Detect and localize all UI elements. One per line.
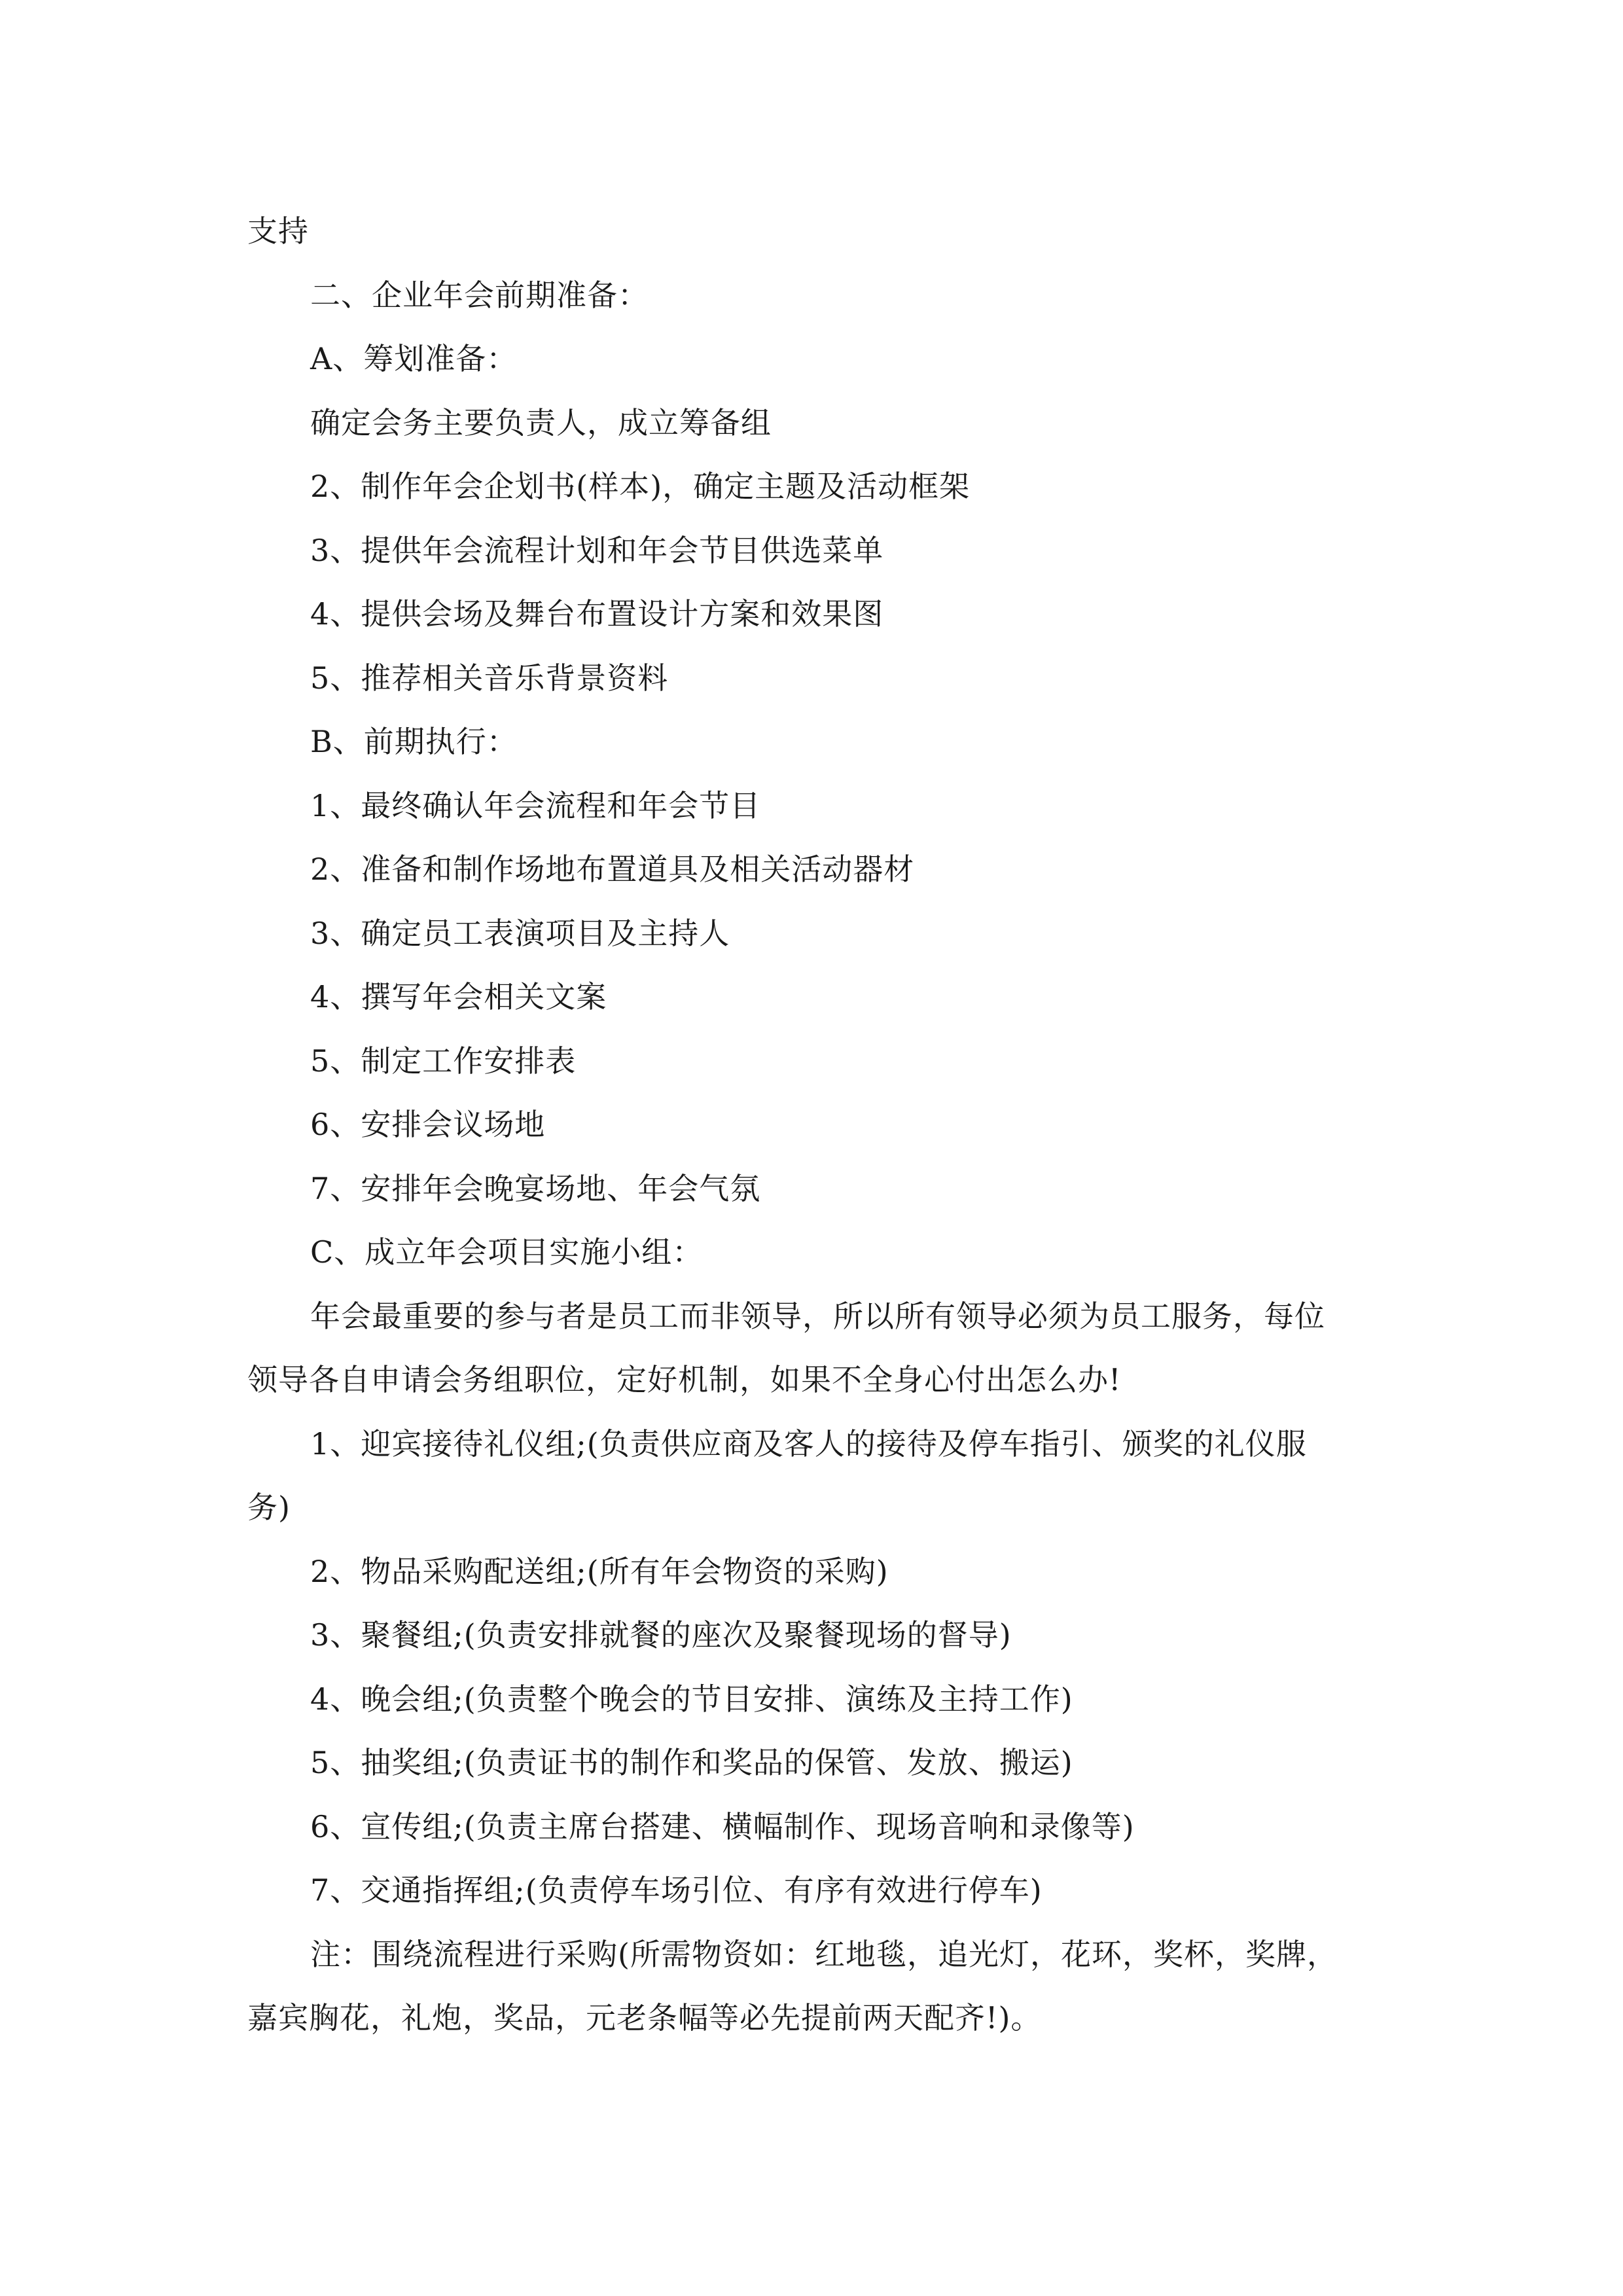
list-item: 确定会务主要负责人，成立筹备组 bbox=[310, 404, 772, 440]
list-item: 3、聚餐组;(负责安排就餐的座次及聚餐现场的督导) bbox=[310, 1617, 1012, 1653]
list-item: 7、安排年会晚宴场地、年会气氛 bbox=[310, 1170, 761, 1206]
list-item: 5、抽奖组;(负责证书的制作和奖品的保管、发放、搬运) bbox=[310, 1745, 1073, 1780]
paragraph-line: 年会最重要的参与者是员工而非领导，所以所有领导必须为员工服务，每位 bbox=[310, 1298, 1325, 1334]
list-item: 5、制定工作安排表 bbox=[310, 1043, 577, 1079]
list-item: 4、提供会场及舞台布置设计方案和效果图 bbox=[310, 596, 884, 632]
list-item: 2、准备和制作场地布置道具及相关活动器材 bbox=[310, 852, 915, 887]
list-item: 5、推荐相关音乐背景资料 bbox=[310, 660, 669, 696]
list-item: 3、提供年会流程计划和年会节目供选菜单 bbox=[310, 532, 884, 568]
list-item: 3、确定员工表演项目及主持人 bbox=[310, 915, 730, 951]
note-line: 嘉宾胸花，礼炮，奖品，元老条幅等必先提前两天配齐!)。 bbox=[247, 2000, 1042, 2036]
list-item-continuation: 务) bbox=[247, 1490, 291, 1525]
list-item: 2、物品采购配送组;(所有年会物资的采购) bbox=[310, 1553, 889, 1589]
document-page bbox=[247, 200, 1394, 2051]
list-item: 4、撰写年会相关文案 bbox=[310, 979, 607, 1014]
note-line: 注：围绕流程进行采购(所需物资如：红地毯，追光灯，花环，奖杯，奖牌， bbox=[310, 1936, 1338, 1972]
subsection-heading-team: C、成立年会项目实施小组： bbox=[310, 1234, 704, 1270]
list-item: 2、制作年会企划书(样本)，确定主题及活动框架 bbox=[310, 469, 971, 504]
subsection-heading-planning: A、筹划准备： bbox=[310, 341, 518, 376]
text-line-continuation: 支持 bbox=[247, 213, 309, 249]
list-item: 6、安排会议场地 bbox=[310, 1107, 546, 1142]
list-item: 7、交通指挥组;(负责停车场引位、有序有效进行停车) bbox=[310, 1873, 1043, 1908]
paragraph-line: 领导各自申请会务组职位，定好机制，如果不全身心付出怎么办! bbox=[247, 1362, 1122, 1397]
list-item: 4、晚会组;(负责整个晚会的节目安排、演练及主持工作) bbox=[310, 1681, 1073, 1717]
list-item: 6、宣传组;(负责主席台搭建、横幅制作、现场音响和录像等) bbox=[310, 1808, 1135, 1844]
list-item: 1、最终确认年会流程和年会节目 bbox=[310, 787, 761, 823]
subsection-heading-execution: B、前期执行： bbox=[310, 724, 518, 759]
list-item: 1、迎宾接待礼仪组;(负责供应商及客人的接待及停车指引、颁奖的礼仪服 bbox=[310, 1426, 1307, 1462]
section-heading-preparation: 二、企业年会前期准备： bbox=[310, 277, 649, 313]
